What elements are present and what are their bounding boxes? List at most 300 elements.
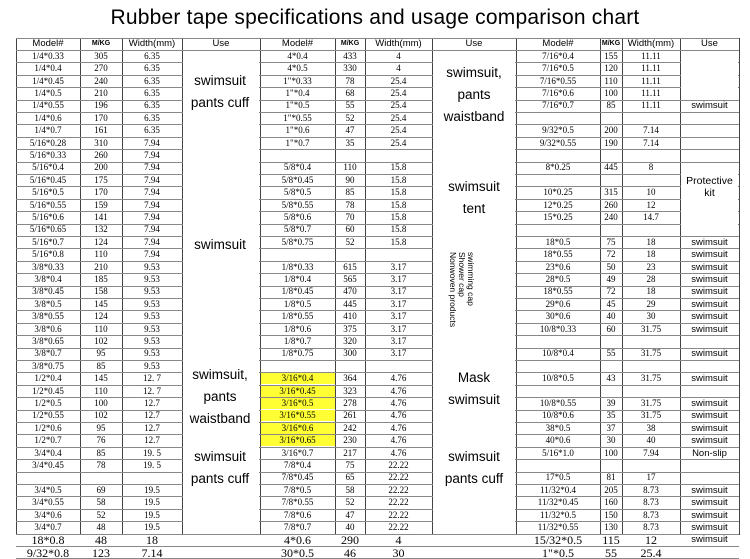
m-per-kg-cell: 48	[96, 521, 106, 532]
model-cell: 1/8*0.45	[281, 286, 314, 297]
header-model: Model#	[32, 38, 64, 49]
m-per-kg-cell	[601, 386, 622, 397]
width-cell: 29	[646, 298, 656, 309]
m-per-kg-cell: 230	[343, 435, 357, 446]
model-cell: 9/32*0.5	[542, 125, 574, 136]
width-cell: 3.17	[390, 273, 407, 284]
m-per-kg-cell: 85	[606, 100, 616, 111]
width-cell: 3.17	[390, 261, 407, 272]
width-cell: 19.5	[144, 484, 160, 495]
width-cell: 9.53	[144, 335, 160, 346]
model-cell: 1"*0.5	[285, 100, 310, 111]
width-cell: 7.94	[144, 187, 160, 198]
header-use: Use	[465, 38, 483, 49]
width-cell: 6.35	[144, 50, 160, 61]
width-cell: 31.75	[640, 397, 662, 408]
model-cell: 3/4*0.45	[32, 459, 64, 470]
m-per-kg-cell: 69	[96, 484, 106, 495]
m-per-kg-cell	[601, 113, 622, 124]
width-cell: 7.94	[144, 199, 160, 210]
model-cell: 1/2*0.55	[32, 410, 64, 421]
m-per-kg-cell: 35	[345, 137, 355, 148]
model-cell	[517, 175, 600, 186]
use-group	[432, 176, 516, 220]
model-cell: 3/16*0.5	[261, 398, 335, 409]
m-per-kg-cell: 40	[606, 311, 616, 322]
model-cell: 11/32*0.45	[537, 497, 579, 508]
model-cell: 1/8*0.5	[283, 298, 312, 309]
merged-cell	[681, 51, 738, 99]
width-cell: 4.76	[390, 435, 407, 446]
model-cell: 1/4*0.55	[32, 100, 64, 111]
model-cell: 3/16*0.4	[261, 373, 335, 384]
use-cell: swimsuit	[691, 273, 728, 285]
width-cell: 22.22	[388, 484, 409, 495]
model-cell: 1/2*0.7	[34, 435, 62, 446]
m-per-kg-cell: 30	[606, 435, 616, 446]
width-cell: 11.11	[641, 75, 661, 86]
width-cell: 7.94	[144, 236, 160, 247]
m-per-kg-cell: 150	[604, 509, 618, 520]
model-cell: 1"*0.55	[283, 112, 312, 123]
use-cell: swimsuit	[691, 534, 728, 546]
use-group-line: swimsuit,	[446, 65, 502, 80]
m-per-kg-cell: 90	[345, 174, 355, 185]
width-cell: 11.11	[641, 63, 661, 74]
m-per-kg-cell: 615	[343, 261, 357, 272]
width-cell: 38	[646, 422, 656, 433]
m-per-kg-cell: 240	[604, 211, 618, 222]
model-cell: 5/16*0.33	[29, 149, 67, 160]
width-cell: 12.7	[144, 422, 160, 433]
width-cell	[623, 386, 680, 397]
model-cell: 5/16*0.7	[32, 236, 64, 247]
m-per-kg-cell	[601, 460, 622, 471]
m-per-kg-cell: 78	[345, 75, 355, 86]
width-cell: 23	[646, 261, 656, 272]
model-cell: 7/8*0.6	[283, 509, 312, 520]
model-cell: 5/8*0.6	[283, 211, 312, 222]
width-cell: 9.53	[144, 286, 160, 297]
model-cell: 29*0.6	[545, 298, 571, 309]
width-cell: 19.5	[144, 509, 160, 520]
model-cell	[517, 386, 600, 397]
model-cell	[517, 361, 600, 372]
header-width: Width(mm)	[627, 38, 675, 49]
m-per-kg-cell: 161	[94, 125, 108, 136]
m-per-kg-cell: 200	[94, 162, 108, 173]
width-cell	[623, 175, 680, 186]
model-cell: 7/8*0.7	[283, 521, 312, 532]
model-cell: 3/8*0.55	[32, 311, 64, 322]
width-cell: 8	[648, 162, 654, 173]
use-group-line: pants	[203, 389, 237, 404]
use-group	[181, 364, 259, 430]
model-cell: 7/8*0.55	[281, 497, 314, 508]
model-cell: 11/32*0.55	[537, 521, 579, 532]
use-cell: swimsuit	[691, 373, 728, 385]
m-per-kg-cell: 76	[96, 435, 106, 446]
model-cell: 11/32*0.4	[540, 484, 576, 495]
m-per-kg-cell: 170	[94, 187, 108, 198]
use-cell: swimsuit	[691, 435, 728, 447]
m-per-kg-cell	[601, 150, 622, 161]
model-cell: 5/16*0.5	[32, 187, 64, 198]
m-per-kg-cell: 46	[344, 546, 356, 558]
header-use: Use	[701, 38, 718, 49]
m-per-kg-cell: 110	[604, 75, 618, 86]
m-per-kg-cell: 364	[343, 373, 357, 384]
m-per-kg-cell: 65	[345, 472, 355, 483]
header-use: Use	[212, 38, 230, 49]
model-cell: 5/8*0.45	[281, 174, 314, 185]
m-per-kg-cell: 120	[604, 63, 618, 74]
model-cell: 15/32*0.5	[533, 534, 583, 546]
width-cell: 22.22	[388, 459, 409, 470]
width-cell: 10	[646, 187, 656, 198]
model-cell: 18*0.55	[543, 286, 573, 297]
model-cell	[17, 472, 80, 483]
width-cell: 4.76	[390, 373, 407, 384]
width-cell: 15.8	[390, 174, 407, 185]
width-cell: 6.35	[144, 63, 160, 74]
m-per-kg-cell: 132	[94, 224, 108, 235]
width-cell: 22.22	[388, 509, 409, 520]
m-per-kg-cell: 240	[94, 75, 108, 86]
width-cell: 28	[646, 273, 656, 284]
m-per-kg-cell: 270	[94, 63, 108, 74]
model-cell: 30*0.5	[281, 546, 314, 558]
use-cell: swimsuit	[691, 100, 728, 112]
model-cell: 7/16*0.55	[539, 75, 577, 86]
m-per-kg-cell: 185	[94, 273, 108, 284]
model-cell: 11/32*0.5	[540, 509, 576, 520]
m-per-kg-cell: 49	[606, 273, 616, 284]
m-per-kg-cell: 278	[343, 397, 357, 408]
use-group-line: waistband	[443, 109, 505, 124]
width-cell: 25.4	[390, 125, 407, 136]
m-per-kg-cell: 37	[606, 422, 616, 433]
width-cell: 18	[646, 286, 656, 297]
m-per-kg-cell: 81	[606, 472, 616, 483]
width-cell: 11.11	[641, 87, 661, 98]
use-cell: swimsuit	[691, 298, 728, 310]
m-per-kg-cell: 110	[94, 249, 108, 260]
use-group	[432, 62, 516, 128]
model-cell: 1/4*0.7	[34, 125, 62, 136]
model-cell: 5/16*0.6	[32, 211, 64, 222]
width-cell: 3.17	[390, 286, 407, 297]
use-group-line: swimsuit	[448, 392, 500, 407]
m-per-kg-cell: 205	[604, 484, 618, 495]
width-cell: 22.22	[388, 497, 409, 508]
model-cell: 30*0.6	[545, 311, 571, 322]
width-cell: 9.53	[144, 298, 160, 309]
model-cell: 3/4*0.7	[34, 521, 62, 532]
model-cell: 1/2*0.5	[34, 397, 62, 408]
model-cell: 1/8*0.33	[281, 261, 314, 272]
width-cell: 8.73	[643, 521, 659, 532]
width-cell: 6.35	[144, 112, 160, 123]
width-cell: 4.76	[390, 422, 407, 433]
width-cell: 7.94	[144, 249, 160, 260]
use-group-line: pants cuff	[190, 471, 250, 486]
model-cell: 7/16*0.5	[542, 63, 574, 74]
use-group	[432, 446, 516, 490]
model-cell	[517, 113, 600, 124]
model-cell: 3/8*0.75	[32, 360, 64, 371]
width-cell: 6.35	[144, 75, 160, 86]
m-per-kg-cell: 175	[94, 174, 108, 185]
m-per-kg-cell: 102	[94, 410, 108, 421]
m-per-kg-cell: 78	[96, 459, 106, 470]
m-per-kg-cell: 35	[606, 410, 616, 421]
model-cell: 4*0.6	[284, 534, 311, 546]
m-per-kg-cell: 315	[604, 187, 618, 198]
width-cell: 4	[396, 50, 401, 61]
width-cell: 8.73	[643, 509, 659, 520]
width-cell: 15.8	[390, 224, 407, 235]
m-per-kg-cell	[601, 361, 622, 372]
width-cell: 15.8	[390, 211, 407, 222]
vertical-use-note	[448, 252, 475, 327]
width-cell: 15.8	[390, 162, 407, 173]
model-cell: 1"*0.33	[283, 75, 312, 86]
model-cell: 3/4*0.5	[34, 484, 62, 495]
m-per-kg-cell	[336, 249, 365, 260]
width-cell: 4	[395, 534, 402, 546]
width-cell	[366, 249, 432, 260]
model-cell: 18*0.5	[545, 236, 571, 247]
m-per-kg-cell: 470	[343, 286, 357, 297]
width-cell: 25.4	[390, 112, 407, 123]
use-cell: swimsuit	[691, 422, 728, 434]
m-per-kg-cell: 95	[96, 422, 106, 433]
use-cell: Non-slip	[692, 447, 727, 459]
width-cell: 15.8	[390, 199, 407, 210]
m-per-kg-cell: 102	[94, 335, 108, 346]
width-cell: 4.76	[390, 410, 407, 421]
model-cell: 1"*0.7	[285, 137, 310, 148]
model-cell: 1/8*0.75	[281, 348, 314, 359]
width-cell: 7.94	[144, 137, 160, 148]
use-cell: swimsuit	[691, 323, 728, 335]
width-cell: 4.76	[390, 385, 407, 396]
width-cell: 30	[392, 546, 405, 558]
use-group	[181, 446, 259, 490]
width-cell: 12	[645, 534, 657, 546]
model-cell: 5/16*0.45	[29, 174, 67, 185]
m-per-kg-cell: 55	[605, 546, 617, 558]
m-per-kg-cell: 124	[94, 311, 108, 322]
width-cell: 3.17	[390, 298, 407, 309]
width-cell: 8.73	[643, 497, 659, 508]
model-cell: 7/8*0.5	[283, 484, 312, 495]
model-cell: 10/8*0.33	[539, 323, 577, 334]
model-cell: 3/8*0.6	[34, 323, 62, 334]
use-group	[181, 70, 259, 114]
width-cell: 7.94	[643, 447, 659, 458]
use-group	[432, 367, 516, 411]
model-cell: 4*0.5	[287, 63, 308, 74]
model-cell: 3/8*0.7	[34, 348, 62, 359]
m-per-kg-cell: 100	[604, 447, 618, 458]
m-per-kg-cell: 85	[345, 187, 355, 198]
width-cell: 7.94	[144, 211, 160, 222]
m-per-kg-cell: 52	[345, 497, 355, 508]
m-per-kg-cell: 310	[94, 137, 108, 148]
model-cell: 3/8*0.33	[32, 261, 64, 272]
model-cell: 15*0.25	[543, 211, 573, 222]
width-cell: 3.17	[390, 311, 407, 322]
width-cell: 25.4	[390, 100, 407, 111]
width-cell: 18	[646, 236, 656, 247]
width-cell: 19. 5	[143, 459, 161, 470]
m-per-kg-cell: 95	[96, 348, 106, 359]
width-cell: 25.4	[390, 75, 407, 86]
width-cell: 4.76	[390, 447, 407, 458]
model-cell: 3/8*0.65	[32, 335, 64, 346]
m-per-kg-cell: 305	[94, 50, 108, 61]
m-per-kg-cell: 72	[606, 249, 616, 260]
width-cell	[623, 361, 680, 372]
width-cell: 9.53	[144, 360, 160, 371]
model-cell: 5/16*0.8	[32, 249, 64, 260]
model-cell: 3/8*0.4	[34, 273, 62, 284]
model-cell: 10/8*0.4	[542, 348, 574, 359]
model-cell: 1/8*0.7	[283, 335, 312, 346]
width-cell: 9.53	[144, 348, 160, 359]
width-cell: 19. 5	[143, 447, 161, 458]
m-per-kg-cell: 159	[94, 199, 108, 210]
model-cell	[517, 150, 600, 161]
m-per-kg-cell: 375	[343, 323, 357, 334]
model-cell: 4*0.4	[287, 50, 308, 61]
width-cell: 14.7	[643, 211, 659, 222]
m-per-kg-cell: 145	[94, 373, 108, 384]
width-cell: 12.7	[144, 410, 160, 421]
width-cell: 18	[646, 249, 656, 260]
m-per-kg-cell: 52	[345, 112, 355, 123]
header-m-per-kg: M/KG	[91, 40, 111, 47]
width-cell: 6.35	[144, 100, 160, 111]
m-per-kg-cell: 48	[95, 534, 107, 546]
m-per-kg-cell: 433	[343, 50, 357, 61]
use-group-line: swimsuit	[194, 73, 246, 88]
use-group-line: tent	[462, 201, 486, 216]
width-cell: 25.4	[390, 87, 407, 98]
header-width: Width(mm)	[128, 38, 176, 49]
m-per-kg-cell: 290	[341, 534, 359, 546]
m-per-kg-cell: 210	[94, 87, 108, 98]
use-cell: swimsuit	[691, 311, 728, 323]
width-cell: 12. 7	[143, 373, 161, 384]
m-per-kg-cell: 100	[94, 397, 108, 408]
m-per-kg-cell: 110	[343, 162, 357, 173]
use-group	[181, 234, 259, 256]
width-cell: 31.75	[640, 373, 662, 384]
width-cell: 19.5	[144, 497, 160, 508]
width-cell: 3.17	[390, 335, 407, 346]
width-cell: 25.4	[640, 546, 662, 558]
width-cell: 19.5	[144, 521, 160, 532]
m-per-kg-cell: 40	[345, 521, 355, 532]
m-per-kg-cell	[601, 175, 622, 186]
model-cell: 3/4*0.6	[34, 509, 62, 520]
model-cell: 5/16*1.0	[542, 447, 574, 458]
m-per-kg-cell: 170	[94, 112, 108, 123]
m-per-kg-cell: 100	[604, 87, 618, 98]
width-cell: 12. 7	[143, 385, 161, 396]
m-per-kg-cell: 47	[345, 125, 355, 136]
model-cell: 17*0.5	[545, 472, 571, 483]
use-group-line: pants	[457, 87, 491, 102]
m-per-kg-cell: 330	[343, 63, 357, 74]
model-cell: 1/2*0.6	[34, 422, 62, 433]
m-per-kg-cell: 260	[604, 199, 618, 210]
model-cell: 7/16*0.6	[542, 87, 574, 98]
m-per-kg-cell: 55	[345, 100, 355, 111]
width-cell: 7.94	[144, 224, 160, 235]
m-per-kg-cell	[336, 150, 365, 161]
model-cell: 18*0.8	[31, 534, 65, 546]
model-cell	[261, 249, 335, 260]
model-cell: 1"*0.6	[285, 125, 310, 136]
m-per-kg-cell	[601, 336, 622, 347]
model-cell: 10*0.25	[543, 187, 573, 198]
m-per-kg-cell	[601, 224, 622, 235]
model-cell	[261, 361, 335, 372]
use-group-line: swimsuit	[448, 179, 500, 194]
use-group-line: waistband	[189, 411, 251, 426]
width-cell: 7.14	[141, 546, 163, 558]
m-per-kg-cell: 70	[345, 211, 355, 222]
width-cell: 6.35	[144, 125, 160, 136]
model-cell: 5/16*0.4	[32, 162, 64, 173]
model-cell: 1/8*0.4	[283, 273, 312, 284]
model-cell: 1/2*0.45	[32, 385, 64, 396]
width-cell: 25.4	[390, 137, 407, 148]
width-cell: 7.94	[144, 162, 160, 173]
use-cell: swimsuit	[691, 484, 728, 496]
use-cell: swimsuit	[691, 249, 728, 261]
width-cell	[623, 150, 680, 161]
model-cell: 10/8*0.5	[542, 373, 574, 384]
m-per-kg-cell: 58	[345, 484, 355, 495]
m-per-kg-cell: 78	[345, 199, 355, 210]
width-cell	[366, 150, 432, 161]
model-cell: 3/16*0.7	[281, 447, 314, 458]
model-cell: 1/4*0.6	[34, 112, 62, 123]
m-per-kg-cell: 300	[343, 348, 357, 359]
width-cell: 40	[646, 435, 656, 446]
model-cell: 7/16*0.4	[542, 50, 574, 61]
m-per-kg-cell: 85	[96, 447, 106, 458]
m-per-kg-cell: 565	[343, 273, 357, 284]
width-cell: 7.14	[643, 125, 659, 136]
model-cell: 1/2*0.4	[34, 373, 62, 384]
m-per-kg-cell: 85	[96, 360, 106, 371]
m-per-kg-cell: 43	[606, 373, 616, 384]
m-per-kg-cell: 141	[94, 211, 108, 222]
use-cell: swimsuit	[691, 410, 728, 422]
vertical-use-note-line: Shower cap	[457, 252, 467, 297]
model-cell: 1/4*0.5	[34, 87, 62, 98]
header-m-per-kg: M/KG	[601, 40, 621, 47]
use-cell: swimsuit	[691, 261, 728, 273]
model-cell: 3/8*0.5	[34, 298, 62, 309]
model-cell: 3/16*0.6	[261, 423, 335, 434]
